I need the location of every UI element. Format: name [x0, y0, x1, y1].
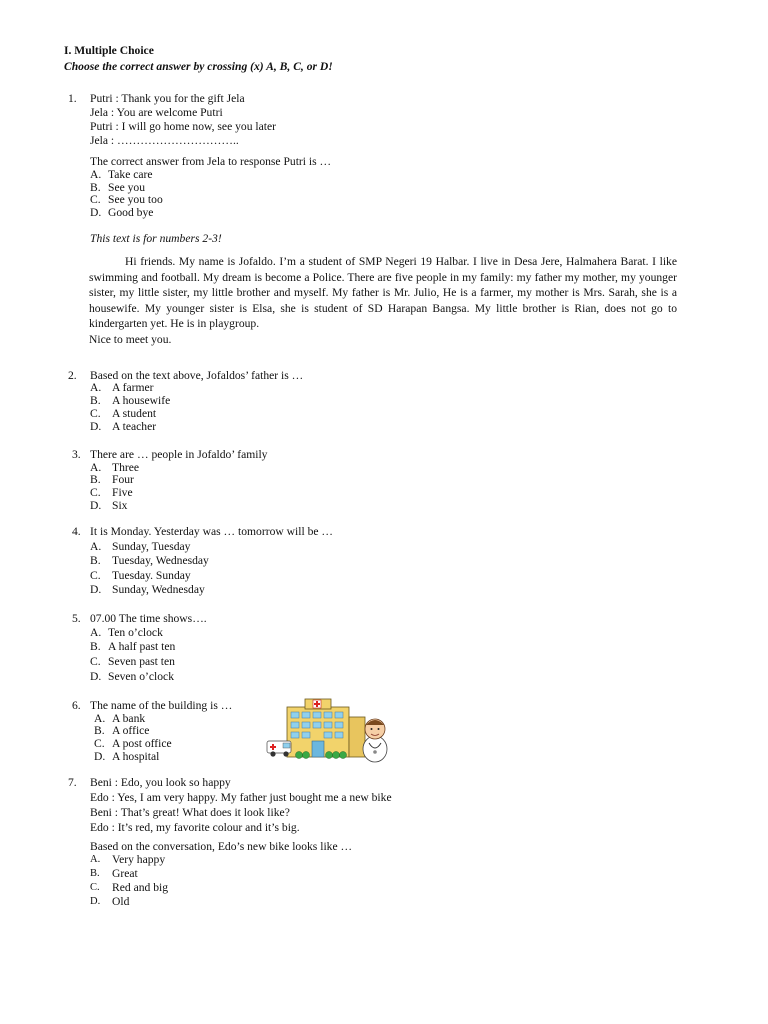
- q4-number: 4.: [72, 525, 81, 538]
- q5-number: 5.: [72, 612, 81, 625]
- q7-dialog-line: Beni : Edo, you look so happy: [90, 776, 231, 789]
- q3-option-d-letter: D.: [90, 499, 102, 512]
- q3-option-c[interactable]: Five: [112, 486, 133, 499]
- q1-dialog-line: Putri : Thank you for the gift Jela: [90, 92, 245, 105]
- q4-option-c[interactable]: Tuesday. Sunday: [112, 569, 191, 582]
- q1-dialog-line: Putri : I will go home now, see you later: [90, 120, 277, 133]
- q6-option-a[interactable]: A bank: [112, 712, 146, 725]
- q2-option-d[interactable]: A teacher: [112, 420, 157, 433]
- q2-option-a[interactable]: A farmer: [112, 381, 154, 394]
- q4-option-d[interactable]: Sunday, Wednesday: [112, 583, 205, 596]
- q6-option-b[interactable]: A office: [112, 724, 150, 737]
- q5-option-c[interactable]: Seven past ten: [108, 655, 175, 668]
- q4-option-b[interactable]: Tuesday, Wednesday: [112, 554, 209, 567]
- q1-dialog-line: Jela : …………………………..: [90, 134, 239, 147]
- q1-option-a[interactable]: Take care: [108, 168, 153, 181]
- q7-option-b[interactable]: Great: [112, 867, 138, 880]
- q6-option-c[interactable]: A post office: [112, 737, 172, 750]
- q5-option-d[interactable]: Seven o’clock: [108, 670, 174, 683]
- q6-option-c-letter: C.: [94, 737, 105, 750]
- q5-option-b-letter: B.: [90, 640, 101, 653]
- q1-option-d-letter: D.: [90, 206, 102, 219]
- q6-question: The name of the building is …: [90, 699, 233, 712]
- q4-option-b-letter: B.: [90, 554, 101, 567]
- q5-question: 07.00 The time shows….: [90, 612, 207, 625]
- q7-dialog-line: Edo : Yes, I am very happy. My father just bought me a new bike: [90, 791, 392, 804]
- q6-number: 6.: [72, 699, 81, 712]
- q7-option-a[interactable]: Very happy: [112, 853, 166, 866]
- section-heading: I. Multiple Choice: [64, 44, 154, 57]
- q7-option-c[interactable]: Red and big: [112, 881, 169, 894]
- q7-option-a-letter: A.: [90, 854, 101, 865]
- reading-passage: [89, 254, 677, 348]
- q5-option-a[interactable]: Ten o’clock: [108, 626, 163, 639]
- q7-option-d[interactable]: Old: [112, 895, 130, 908]
- q3-number: 3.: [72, 448, 81, 461]
- q6-option-d[interactable]: A hospital: [112, 750, 160, 763]
- q7-dialog-line: Edo : It’s red, my favorite colour and it’s big.: [90, 821, 300, 834]
- q2-option-c-letter: C.: [90, 407, 101, 420]
- q4-option-d-letter: D.: [90, 583, 102, 596]
- q2-question: Based on the text above, Jofaldos’ father is …: [90, 369, 304, 382]
- q2-option-b[interactable]: A housewife: [112, 394, 171, 407]
- q3-option-a-letter: A.: [90, 461, 102, 474]
- q4-option-c-letter: C.: [90, 569, 101, 582]
- q1-option-d[interactable]: Good bye: [108, 206, 154, 219]
- q3-option-b[interactable]: Four: [112, 473, 134, 486]
- q2-option-b-letter: B.: [90, 394, 101, 407]
- q1-option-a-letter: A.: [90, 168, 102, 181]
- q6-option-b-letter: B.: [94, 724, 105, 737]
- q1-number: 1.: [68, 92, 77, 105]
- q1-option-c[interactable]: See you too: [108, 193, 163, 206]
- section-instruction: Choose the correct answer by crossing (x) A, B, C, or D!: [64, 60, 333, 73]
- q2-option-a-letter: A.: [90, 381, 102, 394]
- hospital-illustration: [265, 697, 390, 763]
- passage-note: This text is for numbers 2-3!: [90, 232, 222, 245]
- q3-option-b-letter: B.: [90, 473, 101, 486]
- q1-question: The correct answer from Jela to response Putri is …: [90, 155, 332, 168]
- q7-option-d-letter: D.: [90, 896, 101, 907]
- q5-option-c-letter: C.: [90, 655, 101, 668]
- q2-option-d-letter: D.: [90, 420, 102, 433]
- q4-option-a[interactable]: Sunday, Tuesday: [112, 540, 191, 553]
- q5-option-a-letter: A.: [90, 626, 102, 639]
- q1-dialog-line: Jela : You are welcome Putri: [90, 106, 223, 119]
- q6-option-d-letter: D.: [94, 750, 106, 763]
- q5-option-d-letter: D.: [90, 670, 102, 683]
- q7-dialog-line: Beni : That’s great! What does it look like?: [90, 806, 290, 819]
- q3-option-a[interactable]: Three: [112, 461, 140, 474]
- q3-question: There are … people in Jofaldo’ family: [90, 448, 268, 461]
- q4-option-a-letter: A.: [90, 540, 102, 553]
- q3-option-c-letter: C.: [90, 486, 101, 499]
- q7-option-b-letter: B.: [90, 868, 100, 879]
- q4-question: It is Monday. Yesterday was … tomorrow will be …: [90, 525, 334, 538]
- q3-option-d[interactable]: Six: [112, 499, 128, 512]
- passage-closing: Nice to meet you.: [89, 332, 172, 346]
- q7-question: Based on the conversation, Edo’s new bike looks like …: [90, 840, 353, 853]
- q1-option-c-letter: C.: [90, 193, 101, 206]
- q6-option-a-letter: A.: [94, 712, 106, 725]
- q2-number: 2.: [68, 369, 77, 382]
- q7-number: 7.: [68, 776, 77, 789]
- passage-body: Hi friends. My name is Jofaldo. I’m a student of SMP Negeri 19 Halbar. I live in Desa Jere, Halmahera Barat. I like swimming and football. My dream is become a Police. There are five people in my family: my father my mother, my younger sister, my little sister, my little brother and myself. My father is Mr. Julio, He is a farmer, my mother is Mrs. Sarah, she is a housewife. My younger sister is Elsa, she is student of SD Harapan Bangsa. My little brother is Rian, does not go to kindergarten yet. He is in playgroup.: [89, 255, 677, 331]
- q2-option-c[interactable]: A student: [112, 407, 157, 420]
- q1-option-b-letter: B.: [90, 181, 101, 194]
- q1-option-b[interactable]: See you: [108, 181, 146, 194]
- q5-option-b[interactable]: A half past ten: [108, 640, 176, 653]
- q7-option-c-letter: C.: [90, 882, 100, 893]
